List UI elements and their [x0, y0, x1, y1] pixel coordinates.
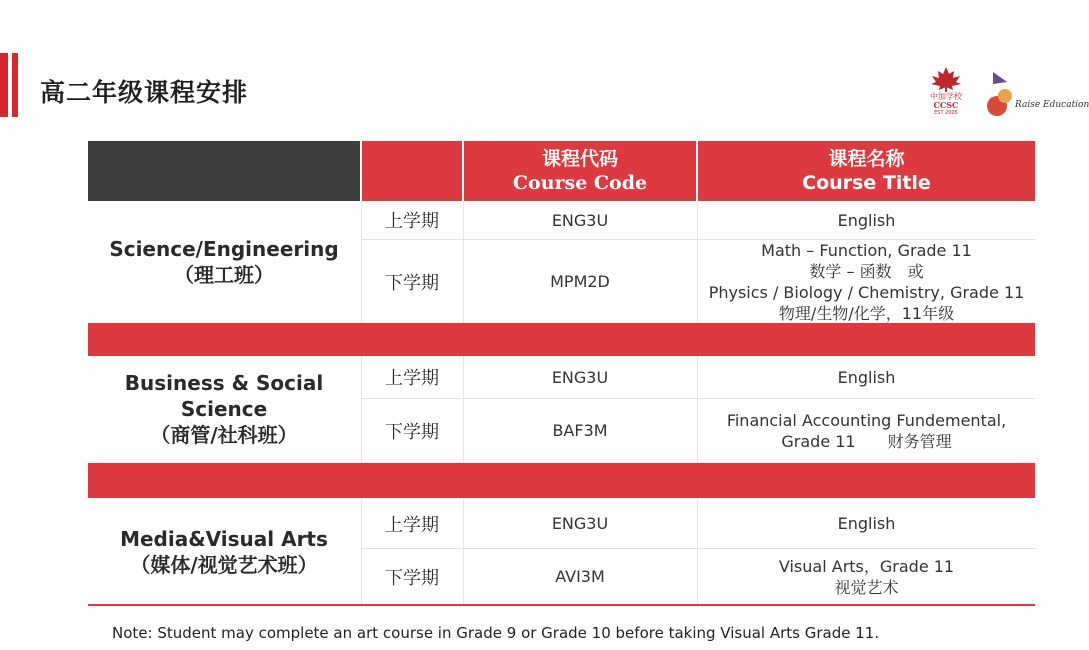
term-cell: 上学期 [385, 211, 439, 232]
course-title-line: English [837, 514, 896, 533]
footnote: Note: Student may complete an art course in Grade 9 or Grade 10 before taking Visual Arts Grade 11. [112, 624, 880, 642]
ccsc-logo-est: EST 2005 [934, 110, 958, 116]
raise-logo-text: Raise Education [1015, 100, 1089, 110]
course-title-line: Physics / Biology / Chemistry, Grade 11 [708, 282, 1025, 302]
course-code-cell: AVI3M [555, 567, 605, 586]
group-name-zh: （媒体/视觉艺术班） [130, 552, 318, 577]
course-title-line: Math – Function, Grade 11 [761, 240, 972, 260]
page-title: 高二年级课程安排 [40, 78, 249, 107]
group-name-zh: （理工班） [174, 263, 274, 287]
course-title-line: 视觉艺术 [834, 577, 899, 597]
course-title-cell [698, 399, 1035, 462]
course-title-zh: 课程名称 [828, 148, 905, 170]
course-title-line: 数学 – 函数 或 [809, 261, 924, 281]
group-name-en-line1: Business & Social [124, 371, 324, 395]
course-title-line: English [837, 367, 896, 387]
course-title-cell [698, 356, 1035, 398]
course-table [88, 141, 1035, 605]
course-title-line: Grade 11 财务管理 [781, 431, 952, 451]
term-cell: 上学期 [385, 368, 439, 389]
ccsc-logo [920, 66, 972, 124]
course-code-en: Course Code [512, 172, 648, 194]
group-science-engineering [88, 201, 360, 323]
course-code-zh: 课程代码 [541, 148, 618, 170]
course-title-line: Financial Accounting Fundemental, [726, 410, 1007, 430]
term-cell: 下学期 [385, 421, 439, 443]
course-code-cell: MPM2D [550, 272, 610, 291]
table-bottom-border [88, 604, 1035, 606]
course-code-cell: BAF3M [552, 421, 608, 440]
term-cell: 下学期 [385, 272, 439, 294]
course-code-cell: ENG3U [551, 367, 609, 387]
group-media-visual-arts [88, 499, 360, 604]
course-title-cell [698, 240, 1035, 323]
course-title-cell [698, 549, 1035, 604]
header-course-code [464, 141, 696, 201]
term-cell: 下学期 [385, 567, 439, 589]
course-code-cell: ENG3U [551, 210, 609, 230]
course-title-en: Course Title [802, 172, 931, 194]
course-title-line: English [837, 210, 896, 230]
title-accent-bar [0, 53, 20, 117]
group-separator [88, 463, 1035, 498]
course-title-cell [698, 201, 1035, 239]
course-title-line: Visual Arts，Grade 11 [778, 556, 955, 576]
header-term-cell [362, 141, 462, 201]
header-course-title [698, 141, 1035, 201]
term-cell: 上学期 [385, 514, 439, 536]
course-title-line: 物理/生物/化学，11年级 [778, 303, 955, 323]
ccsc-logo-en: CCSC [933, 100, 959, 110]
course-title-cell [698, 499, 1035, 548]
group-name-en: Media&Visual Arts [120, 526, 328, 551]
group-business-social-science [88, 356, 360, 462]
raise-education-logo [985, 70, 1089, 120]
header-blank-cell [88, 141, 360, 201]
group-name-en-line2: Science [180, 397, 268, 421]
maple-leaf-icon [928, 66, 964, 92]
raise-logo-icon [985, 70, 1025, 118]
group-name-en: Science/Engineering [109, 237, 339, 261]
group-name-zh: （商管/社科班） [150, 423, 298, 447]
group-separator [88, 323, 1035, 356]
ccsc-logo-cn: 中加学校 [930, 92, 962, 101]
course-code-cell: ENG3U [551, 514, 609, 533]
